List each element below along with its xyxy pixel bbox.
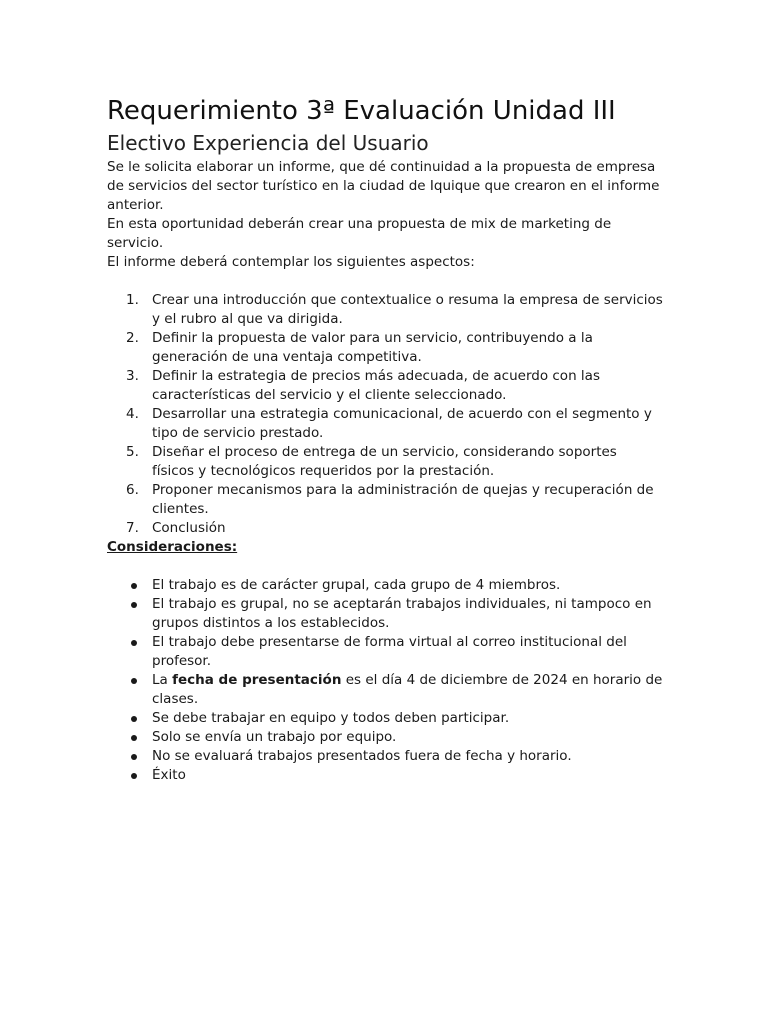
list-item [107, 595, 663, 633]
list-item [107, 709, 663, 728]
list-item-number: 7. [126, 520, 139, 536]
bullet-icon [131, 754, 137, 760]
list-item-text: El trabajo debe presentarse de forma virtual al correo institucional del profesor. [152, 634, 627, 669]
list-item-number: 2. [126, 330, 139, 346]
list-item [107, 481, 663, 519]
bullet-icon [131, 583, 137, 589]
list-item [107, 329, 663, 367]
list-item-text: Definir la propuesta de valor para un servicio, contribuyendo a la generación de una ventaja competitiva. [152, 330, 593, 365]
list-item [107, 766, 663, 785]
document-content [107, 94, 663, 785]
objective-paragraph: En esta oportunidad deberán crear una propuesta de mix de marketing de servicio. [107, 216, 612, 251]
list-item-text: Éxito [152, 767, 186, 783]
list-item-text: Solo se envía un trabajo por equipo. [152, 729, 397, 745]
considerations-list [107, 576, 663, 785]
list-item-number: 6. [126, 482, 139, 498]
bullet-icon [131, 716, 137, 722]
list-item-text: Conclusión [152, 520, 226, 536]
list-item [107, 747, 663, 766]
list-item [107, 367, 663, 405]
list-item-text: Diseñar el proceso de entrega de un servicio, considerando soportes físicos y tecnológicos requeridos por la prestación. [152, 444, 617, 479]
list-item [107, 443, 663, 481]
list-item-text: El trabajo es grupal, no se aceptarán trabajos individuales, ni tampoco en grupos distintos a los establecidos. [152, 596, 652, 631]
list-item [107, 519, 663, 538]
list-item-text: Desarrollar una estrategia comunicacional, de acuerdo con el segmento y tipo de servicio prestado. [152, 406, 652, 441]
list-item [107, 405, 663, 443]
list-item-number: 3. [126, 368, 139, 384]
date-item-prefix: La [152, 672, 173, 688]
list-item-text: No se evaluará trabajos presentados fuera de fecha y horario. [152, 748, 572, 764]
bullet-icon [131, 640, 137, 646]
list-item-text: Definir la estrategia de precios más adecuada, de acuerdo con las características del servicio y el cliente seleccionado. [152, 368, 600, 403]
date-item-suffix: es el día 4 de diciembre de 2024 en horario de clases. [152, 672, 663, 707]
document-subtitle: Electivo Experiencia del Usuario [107, 131, 429, 155]
list-item-number: 5. [126, 444, 139, 460]
list-item-text: El trabajo es de carácter grupal, cada grupo de 4 miembros. [152, 577, 561, 593]
considerations-heading: Consideraciones: [107, 539, 238, 555]
list-item-number: 4. [126, 406, 139, 422]
bullet-icon [131, 773, 137, 779]
date-item-bold: fecha de presentación [172, 672, 342, 688]
requirements-list [107, 291, 663, 538]
list-item-text: Crear una introducción que contextualice o resuma la empresa de servicios y el rubro al que va dirigida. [152, 292, 663, 327]
list-item [107, 291, 663, 329]
bullet-icon [131, 602, 137, 608]
aspects-intro-paragraph: El informe deberá contemplar los siguientes aspectos: [107, 254, 475, 270]
list-item-text: Proponer mecanismos para la administración de quejas y recuperación de clientes. [152, 482, 654, 517]
document-body [107, 158, 663, 785]
bullet-icon [131, 678, 137, 684]
intro-paragraph: Se le solicita elaborar un informe, que dé continuidad a la propuesta de empresa de servicios del sector turístico en la ciudad de Iquique que crearon en el informe anterior. [107, 159, 660, 213]
list-item [107, 576, 663, 595]
list-item [107, 633, 663, 671]
list-item-number: 1. [126, 292, 139, 308]
list-item-text: Se debe trabajar en equipo y todos deben participar. [152, 710, 510, 726]
list-item [107, 728, 663, 747]
document-title: Requerimiento 3ª Evaluación Unidad III [107, 96, 616, 126]
bullet-icon [131, 735, 137, 741]
list-item [107, 671, 663, 709]
